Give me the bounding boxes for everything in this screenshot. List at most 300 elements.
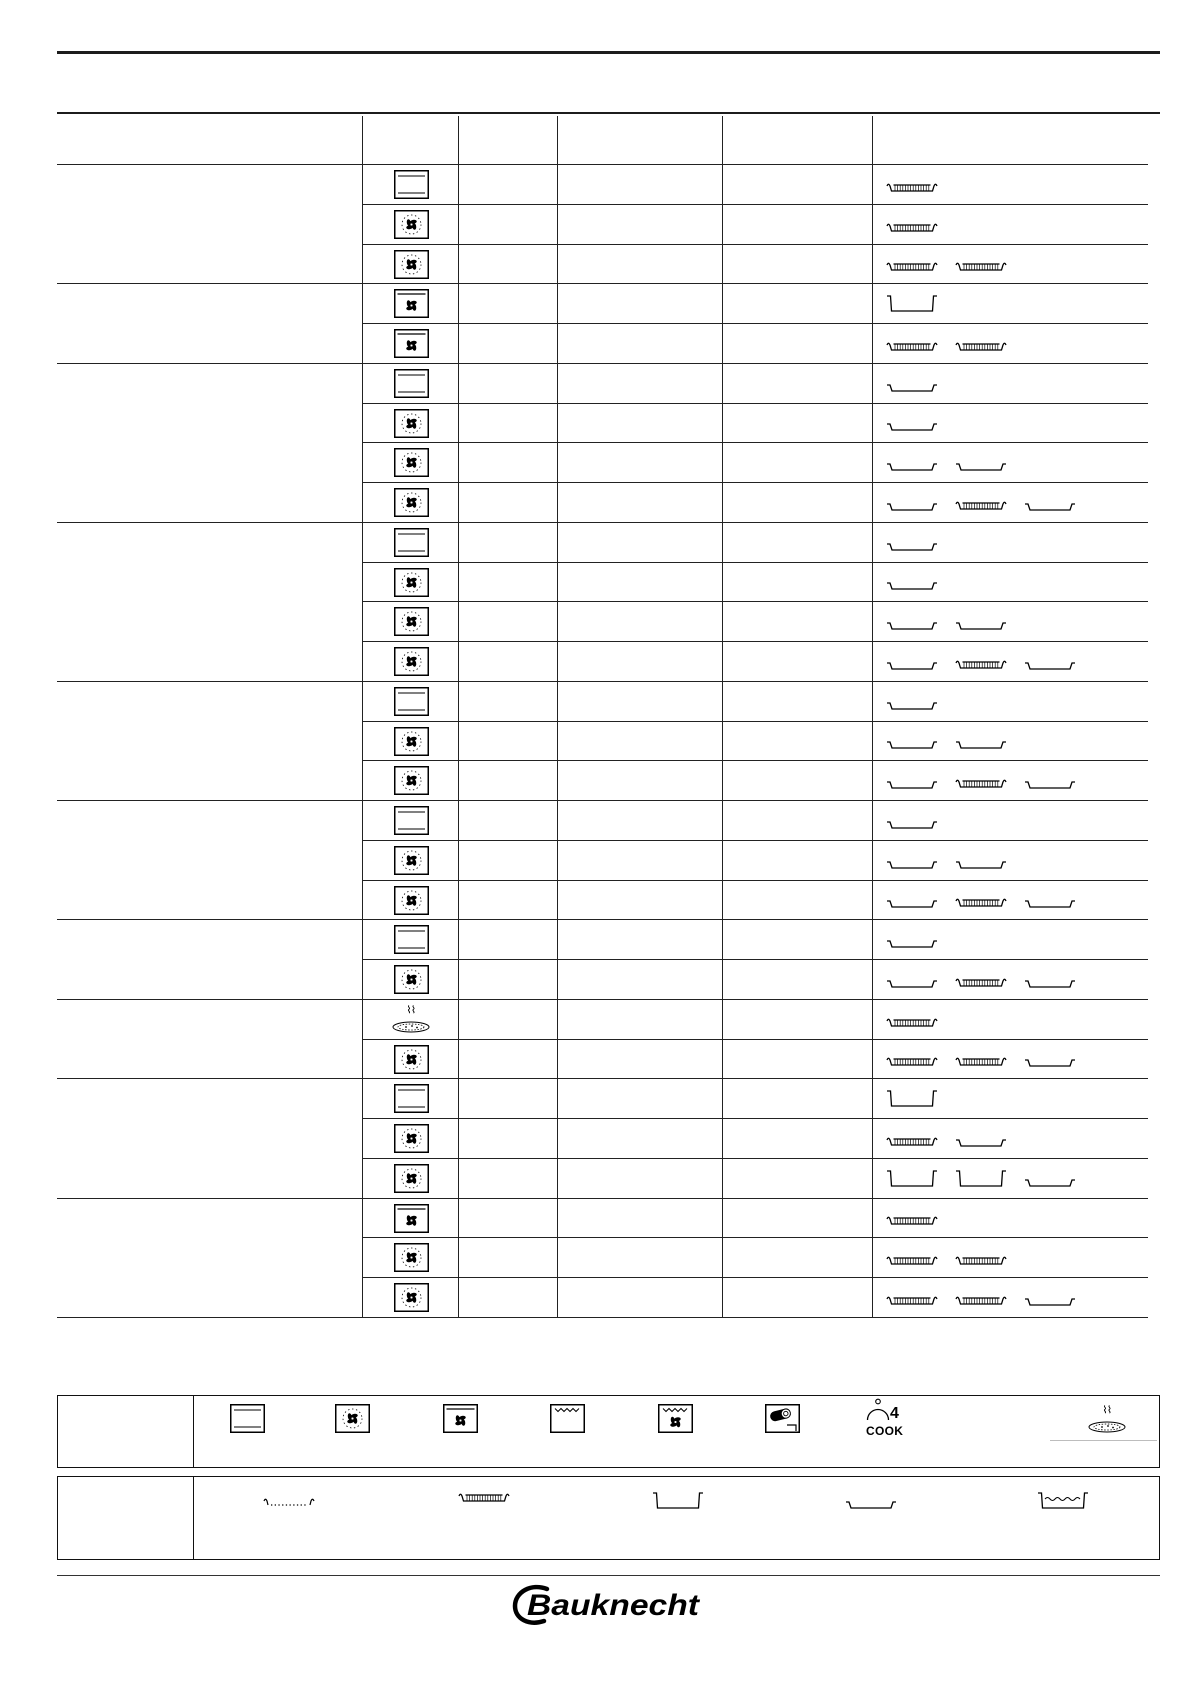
tin-on-wire-shelf-icon (886, 259, 938, 273)
temperature-cell (557, 364, 722, 403)
time-cell (722, 1159, 872, 1198)
function-cell (362, 483, 458, 522)
convection-bake-icon (394, 329, 429, 358)
preheat-cell (458, 1040, 557, 1078)
accessories-cell (872, 443, 1148, 482)
time-cell (722, 1278, 872, 1317)
preheat-cell (458, 284, 557, 323)
convection-bake-icon (394, 1204, 429, 1233)
accessories-cell (872, 245, 1148, 283)
function-cell (362, 801, 458, 840)
preheat-cell (458, 1119, 557, 1158)
table-row (362, 563, 1148, 602)
preheat-cell (458, 1278, 557, 1317)
function-cell (362, 205, 458, 244)
table-row (362, 682, 1148, 722)
time-cell (722, 602, 872, 641)
tin-on-wire-shelf-icon (955, 776, 1007, 790)
table-header-row (57, 114, 1148, 165)
recipe-group-cell (57, 364, 362, 523)
preheat-cell (458, 1199, 557, 1237)
time-cell (722, 761, 872, 800)
preheat-cell (458, 245, 557, 283)
function-cell (362, 1079, 458, 1118)
baking-tray-icon (886, 657, 938, 671)
temperature-cell (557, 1278, 722, 1317)
accessories-cell (872, 841, 1148, 880)
temperature-cell (557, 443, 722, 482)
function-cell (362, 1159, 458, 1198)
baking-tray-icon (886, 697, 938, 711)
temperature-cell (557, 960, 722, 999)
forced-air-icon (394, 1243, 429, 1272)
baking-tray-icon (886, 577, 938, 591)
temperature-cell (557, 642, 722, 681)
function-cell (362, 682, 458, 721)
accessories-cell (872, 722, 1148, 760)
time-cell (722, 1040, 872, 1078)
conventional-icon (394, 687, 429, 716)
table-row (362, 324, 1148, 364)
table-row (362, 443, 1148, 483)
preheat-cell (458, 841, 557, 880)
temperature-cell (557, 881, 722, 919)
baking-tray-icon (886, 895, 938, 909)
table-row (362, 881, 1148, 920)
accessories-cell (872, 1040, 1148, 1078)
4-cook-icon (866, 1398, 918, 1442)
function-cell (362, 284, 458, 323)
baking-tray-icon (955, 617, 1007, 631)
baking-tray-icon (886, 736, 938, 750)
preheat-cell (458, 642, 557, 681)
temperature-cell (557, 483, 722, 522)
time-cell (722, 960, 872, 999)
legend-divider (1050, 1440, 1157, 1441)
function-cell (362, 1238, 458, 1277)
baking-tray-icon (1024, 1054, 1076, 1068)
time-cell (722, 841, 872, 880)
time-cell (722, 1079, 872, 1118)
temperature-cell (557, 682, 722, 721)
table-row (362, 1238, 1148, 1278)
temperature-cell (557, 602, 722, 641)
recipe-group-cell (57, 523, 362, 682)
tin-on-wire-shelf-icon (955, 498, 1007, 512)
tin-on-wire-shelf-icon (886, 339, 938, 353)
accessories-cell (872, 563, 1148, 601)
table-row (362, 761, 1148, 801)
baking-tray-icon (886, 935, 938, 949)
drip-tray-icon (886, 1088, 938, 1108)
time-cell (722, 324, 872, 363)
accessories-cell (872, 801, 1148, 840)
bauknecht-logo (510, 1582, 710, 1628)
table-row (362, 205, 1148, 245)
drip-tray-icon (652, 1490, 704, 1510)
column-divider (458, 116, 459, 1318)
temperature-cell (557, 1079, 722, 1118)
time-cell (722, 284, 872, 323)
preheat-cell (458, 1238, 557, 1277)
temperature-cell (557, 722, 722, 760)
accessories-cell (872, 364, 1148, 403)
column-divider (362, 116, 363, 1318)
accessories-cell (872, 404, 1148, 442)
table-row (362, 483, 1148, 523)
temperature-cell (557, 404, 722, 442)
time-cell (722, 1238, 872, 1277)
baking-tray-icon (1024, 895, 1076, 909)
baking-tray-icon (1024, 1293, 1076, 1307)
accessories-cell (872, 1000, 1148, 1039)
forced-air-icon (394, 727, 429, 756)
time-cell (722, 404, 872, 442)
conventional-icon (394, 925, 429, 954)
baking-tray-icon (886, 856, 938, 870)
preheat-cell (458, 801, 557, 840)
conventional-icon (394, 170, 429, 199)
recipe-group-cell (57, 801, 362, 920)
table-row (362, 1040, 1148, 1079)
tin-on-wire-shelf-icon (955, 1293, 1007, 1307)
preheat-cell (458, 960, 557, 999)
preheat-cell (458, 1079, 557, 1118)
recipe-group-cell (57, 165, 362, 284)
accessories-cell (872, 642, 1148, 681)
conventional-icon (394, 369, 429, 398)
temperature-cell (557, 523, 722, 562)
temperature-cell (557, 841, 722, 880)
recipe-group-cell (57, 284, 362, 364)
forced-air-icon (394, 607, 429, 636)
table-row (362, 960, 1148, 1000)
baking-tray-icon (955, 1134, 1007, 1148)
temperature-cell (557, 165, 722, 204)
accessories-cell (872, 761, 1148, 800)
recipe-group-cell (57, 682, 362, 801)
top-rule (57, 51, 1160, 54)
function-cell (362, 602, 458, 641)
accessories-cell (872, 682, 1148, 721)
baking-tray-icon (955, 856, 1007, 870)
baking-tray-icon (886, 617, 938, 631)
baking-tray-icon (955, 458, 1007, 472)
maxi-cooking-icon (765, 1404, 800, 1433)
tin-on-wire-shelf-icon (886, 1213, 938, 1227)
header-cell-recipe (57, 114, 362, 164)
function-cell (362, 960, 458, 999)
time-cell (722, 523, 872, 562)
function-cell (362, 881, 458, 919)
function-cell (362, 324, 458, 363)
conventional-icon (394, 806, 429, 835)
time-cell (722, 205, 872, 244)
time-cell (722, 165, 872, 204)
temperature-cell (557, 1119, 722, 1158)
baking-tray-icon (1024, 498, 1076, 512)
forced-air-icon (394, 1045, 429, 1074)
preheat-cell (458, 602, 557, 641)
function-cell (362, 642, 458, 681)
forced-air-icon (394, 210, 429, 239)
header-cell-time (722, 114, 872, 164)
time-cell (722, 920, 872, 959)
temperature-cell (557, 761, 722, 800)
wire-shelf-icon (263, 1496, 315, 1508)
accessories-cell (872, 523, 1148, 562)
tin-on-wire-shelf-icon (886, 1253, 938, 1267)
baking-tray-icon (886, 975, 938, 989)
drip-tray-water-icon (1037, 1490, 1089, 1510)
accessories-cell (872, 205, 1148, 244)
table-row (362, 841, 1148, 881)
time-cell (722, 483, 872, 522)
accessories-cell (872, 960, 1148, 999)
time-cell (722, 1000, 872, 1039)
time-cell (722, 443, 872, 482)
preheat-cell (458, 165, 557, 204)
grill-icon (550, 1404, 585, 1433)
function-cell (362, 1278, 458, 1317)
table-row (362, 404, 1148, 443)
preheat-cell (458, 364, 557, 403)
function-cell (362, 761, 458, 800)
accessories-cell (872, 1199, 1148, 1237)
preheat-cell (458, 920, 557, 959)
forced-air-icon (394, 448, 429, 477)
tin-on-wire-shelf-icon (955, 259, 1007, 273)
preheat-cell (458, 1000, 557, 1039)
time-cell (722, 245, 872, 283)
accessories-cell (872, 284, 1148, 323)
recipe-group-cell (57, 1079, 362, 1199)
recipe-group-cell (57, 1000, 362, 1079)
accessories-cell (872, 483, 1148, 522)
table-row (362, 1079, 1148, 1119)
column-divider (872, 116, 873, 1318)
function-cell (362, 841, 458, 880)
accessories-cell (872, 1119, 1148, 1158)
table-row (362, 523, 1148, 563)
tin-on-wire-shelf-icon (955, 975, 1007, 989)
baking-tray-icon (886, 458, 938, 472)
function-cell (362, 1199, 458, 1237)
dome-icon (866, 1398, 890, 1422)
turbo-grill-icon (658, 1404, 693, 1433)
temperature-cell (557, 1040, 722, 1078)
function-cell (362, 165, 458, 204)
forced-air-icon (394, 409, 429, 438)
convection-bake-icon (394, 289, 429, 318)
tin-on-wire-shelf-icon (886, 1293, 938, 1307)
time-cell (722, 563, 872, 601)
tin-on-wire-shelf-icon (458, 1490, 510, 1504)
baking-tray-icon (886, 498, 938, 512)
accessories-cell (872, 1159, 1148, 1198)
time-cell (722, 1199, 872, 1237)
baking-tray-icon (1024, 1174, 1076, 1188)
function-cell (362, 443, 458, 482)
pizza-icon (1087, 1404, 1127, 1436)
function-cell (362, 364, 458, 403)
header-cell-preheat (458, 114, 557, 164)
accessories-legend-label-cell (58, 1477, 194, 1559)
function-cell (362, 1040, 458, 1078)
forced-air-icon (394, 488, 429, 517)
preheat-cell (458, 443, 557, 482)
tin-on-wire-shelf-icon (955, 895, 1007, 909)
time-cell (722, 364, 872, 403)
forced-air-icon (335, 1404, 370, 1433)
conventional-icon (394, 528, 429, 557)
forced-air-icon (394, 846, 429, 875)
forced-air-icon (394, 1164, 429, 1193)
brand-name: Bauknecht (527, 1589, 702, 1622)
accessories-cell (872, 324, 1148, 363)
temperature-cell (557, 563, 722, 601)
footer-rule (57, 1575, 1160, 1576)
function-cell (362, 245, 458, 283)
accessories-cell (872, 165, 1148, 204)
preheat-cell (458, 563, 557, 601)
tin-on-wire-shelf-icon (886, 220, 938, 234)
temperature-cell (557, 324, 722, 363)
temperature-cell (557, 245, 722, 283)
function-cell (362, 722, 458, 760)
preheat-cell (458, 881, 557, 919)
tin-on-wire-shelf-icon (955, 1054, 1007, 1068)
preheat-cell (458, 722, 557, 760)
conventional-icon (230, 1404, 265, 1433)
tin-on-wire-shelf-icon (886, 1015, 938, 1029)
preheat-cell (458, 761, 557, 800)
temperature-cell (557, 920, 722, 959)
table-row (362, 1278, 1148, 1318)
drip-tray-icon (886, 293, 938, 313)
preheat-cell (458, 682, 557, 721)
forced-air-icon (394, 965, 429, 994)
preheat-cell (458, 205, 557, 244)
time-cell (722, 642, 872, 681)
table-row (362, 1159, 1148, 1199)
accessories-cell (872, 1238, 1148, 1277)
baking-tray-icon (886, 776, 938, 790)
accessories-cell (872, 1278, 1148, 1317)
preheat-cell (458, 483, 557, 522)
baking-tray-icon (1024, 776, 1076, 790)
table-row (362, 920, 1148, 960)
function-cell (362, 563, 458, 601)
accessories-legend (57, 1476, 1160, 1560)
baking-tray-icon (886, 816, 938, 830)
function-cell (362, 920, 458, 959)
temperature-cell (557, 1238, 722, 1277)
drip-tray-icon (955, 1168, 1007, 1188)
table-body (57, 165, 1148, 1318)
tin-on-wire-shelf-icon (955, 1253, 1007, 1267)
table-row (362, 1199, 1148, 1238)
functions-legend (57, 1395, 1160, 1468)
temperature-cell (557, 1199, 722, 1237)
forced-air-icon (394, 1124, 429, 1153)
column-divider (557, 116, 558, 1318)
tin-on-wire-shelf-icon (886, 1134, 938, 1148)
temperature-cell (557, 801, 722, 840)
accessories-cell (872, 920, 1148, 959)
recipe-group-cell (57, 1199, 362, 1318)
function-cell (362, 404, 458, 442)
forced-air-icon (394, 1283, 429, 1312)
forced-air-icon (394, 568, 429, 597)
header-cell-function (362, 114, 458, 164)
tin-on-wire-shelf-icon (886, 1054, 938, 1068)
function-cell (362, 1119, 458, 1158)
forced-air-icon (394, 886, 429, 915)
temperature-cell (557, 1159, 722, 1198)
table-row (362, 642, 1148, 682)
function-cell (362, 523, 458, 562)
baking-tray-icon (886, 379, 938, 393)
preheat-cell (458, 523, 557, 562)
time-cell (722, 1119, 872, 1158)
recipe-group-cell (57, 920, 362, 1000)
baking-tray-icon (955, 736, 1007, 750)
header-cell-temperature (557, 114, 722, 164)
cook4-label: COOK (866, 1424, 904, 1438)
functions-legend-label-cell (58, 1396, 194, 1467)
temperature-cell (557, 284, 722, 323)
forced-air-icon (394, 766, 429, 795)
time-cell (722, 682, 872, 721)
tin-on-wire-shelf-icon (955, 339, 1007, 353)
time-cell (722, 801, 872, 840)
table-row (362, 801, 1148, 841)
tin-on-wire-shelf-icon (955, 657, 1007, 671)
baking-tray-icon (845, 1496, 897, 1510)
forced-air-icon (394, 647, 429, 676)
function-cell (362, 1000, 458, 1039)
table-row (362, 1000, 1148, 1040)
table-row (362, 165, 1148, 205)
cook4-number: 4 (890, 1405, 899, 1422)
temperature-cell (557, 205, 722, 244)
preheat-cell (458, 404, 557, 442)
table-row (362, 245, 1148, 284)
preheat-cell (458, 324, 557, 363)
accessories-cell (872, 602, 1148, 641)
time-cell (722, 722, 872, 760)
drip-tray-icon (886, 1168, 938, 1188)
table-row (362, 284, 1148, 324)
table-row (362, 722, 1148, 761)
header-cell-level-accessories (872, 114, 1148, 164)
conventional-icon (394, 1084, 429, 1113)
pizza-icon (391, 1004, 431, 1036)
table-row (362, 364, 1148, 404)
column-divider (722, 116, 723, 1318)
baking-tray-icon (886, 418, 938, 432)
tin-on-wire-shelf-icon (886, 180, 938, 194)
time-cell (722, 881, 872, 919)
baking-tray-icon (1024, 975, 1076, 989)
forced-air-icon (394, 250, 429, 279)
baking-tray-icon (1024, 657, 1076, 671)
convection-bake-icon (443, 1404, 478, 1433)
table-row (362, 602, 1148, 642)
table-row (362, 1119, 1148, 1159)
preheat-cell (458, 1159, 557, 1198)
